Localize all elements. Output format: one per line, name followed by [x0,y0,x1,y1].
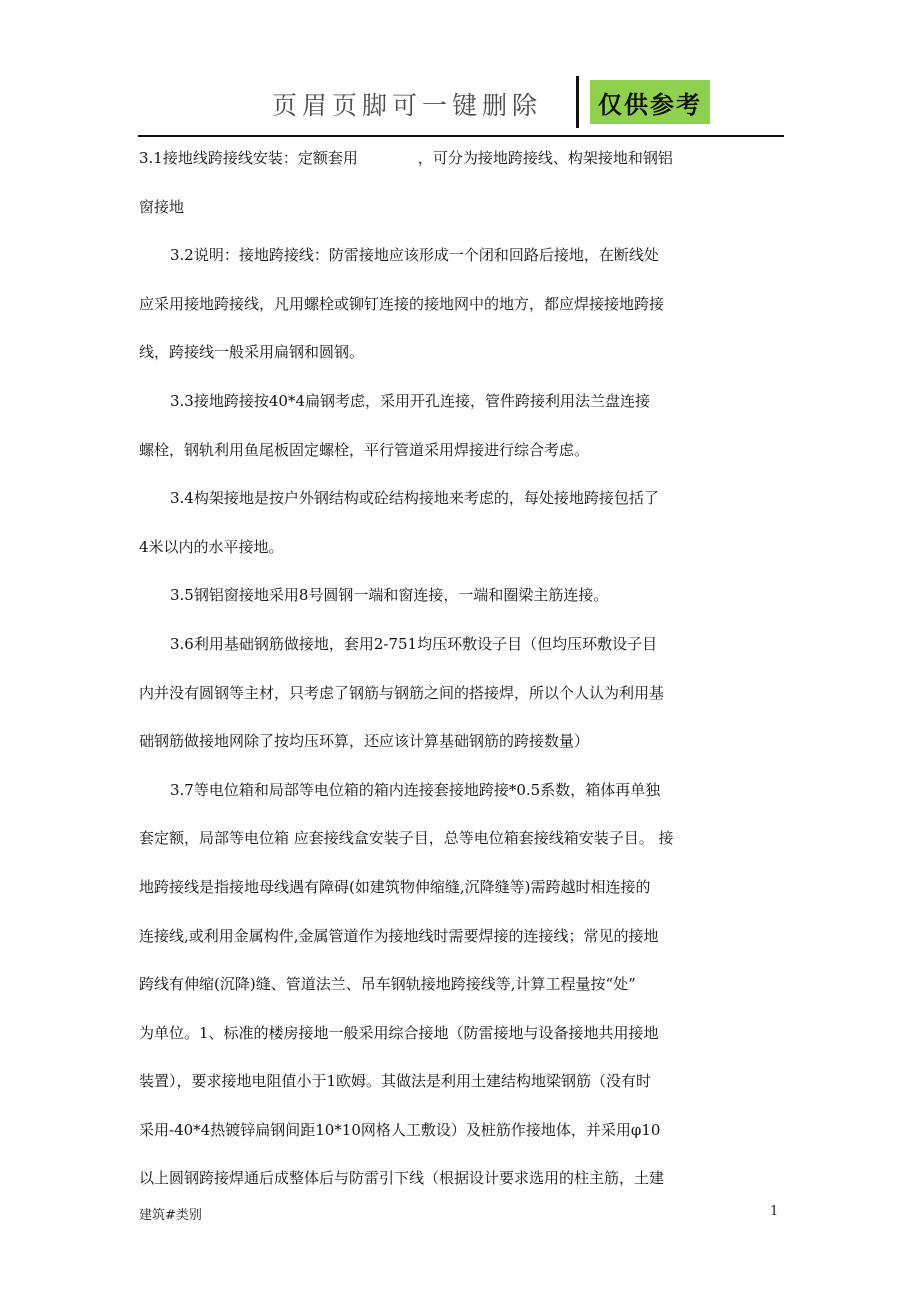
text-line: 螺栓，钢轨利用鱼尾板固定螺栓，平行管道采用焊接进行综合考虑。 [139,440,590,459]
text-line: 窗接地 [139,197,185,216]
text-line: 3.4构架接地是按户外钢结构或砼结构接地来考虑的，每处接地跨接包括了 [170,489,659,508]
text-line: 应采用接地跨接线，凡用螺栓或铆钉连接的接地网中的地方，都应焊接接地跨接 [139,294,665,313]
text-line: 3.5钢铝窗接地采用8号圆钢一端和窗连接，一端和圈梁主筋连接。 [170,586,609,605]
page-header [0,0,920,140]
text-line: 3.3接地跨接按40*4扁钢考虑，采用开孔连接，管件跨接利用法兰盘连接 [170,391,650,410]
header-title: 页眉页脚可一键删除 [272,91,543,120]
header-divider [576,76,579,128]
document-body [139,134,779,1203]
footer-category: 建筑#类别 [139,1208,202,1223]
text-line: 线，跨接线一般采用扁钢和圆钢。 [139,343,365,362]
text-line: 套定额，局部等电位箱 应套接线盒安装子目，总等电位箱套接线箱安装子目。 接 [139,829,674,848]
text-line: 装置），要求接地电阻值小于1欧姆。其做法是利用土建结构地梁钢筋（没有时 [139,1072,652,1091]
reference-badge: 仅供参考 [590,80,710,124]
page-number: 1 [770,1204,779,1219]
text-line: 4米以内的水平接地。 [139,537,284,556]
text-line: 采用-40*4热镀锌扁钢间距10*10网格人工敷设）及桩筋作接地体，并采用φ10 [139,1120,661,1139]
text-line: 内并没有圆钢等主材，只考虑了钢筋与钢筋之间的搭接焊，所以个人认为利用基 [139,683,665,702]
text-line: 3.7等电位箱和局部等电位箱的箱内连接套接地跨接*0.5系数，箱体再单独 [170,780,661,799]
text-line: 础钢筋做接地网除了按均压环算，还应该计算基础钢筋的跨接数量） [139,732,590,751]
text-line: 连接线,或利用金属构件,金属管道作为接地线时需要焊接的连接线；常见的接地 [139,926,659,945]
text-line: 3.2说明：接地跨接线：防雷接地应该形成一个闭和回路后接地，在断线处 [170,246,659,265]
text-line: 为单位。1、标准的楼房接地一般采用综合接地（防雷接地与设备接地共用接地 [139,1023,659,1042]
text-line: 跨线有伸缩(沉降)缝、管道法兰、吊车钢轨接地跨接线等,计算工程量按“处” [139,975,636,994]
text-line: 地跨接线是指接地母线遇有障碍(如建筑物伸缩缝,沉降缝等)需跨越时相连接的 [139,877,651,896]
text-line: 3.6利用基础钢筋做接地，套用2-751均压环敷设子目（但均压环敷设子目 [170,634,658,653]
text-line: 3.1接地线跨接线安装：定额套用 ，可分为接地跨接线、构架接地和钢铝 [139,149,673,167]
text-line: 以上圆钢跨接焊通后成整体后与防雷引下线（根据设计要求选用的柱主筋，土建 [139,1169,665,1188]
